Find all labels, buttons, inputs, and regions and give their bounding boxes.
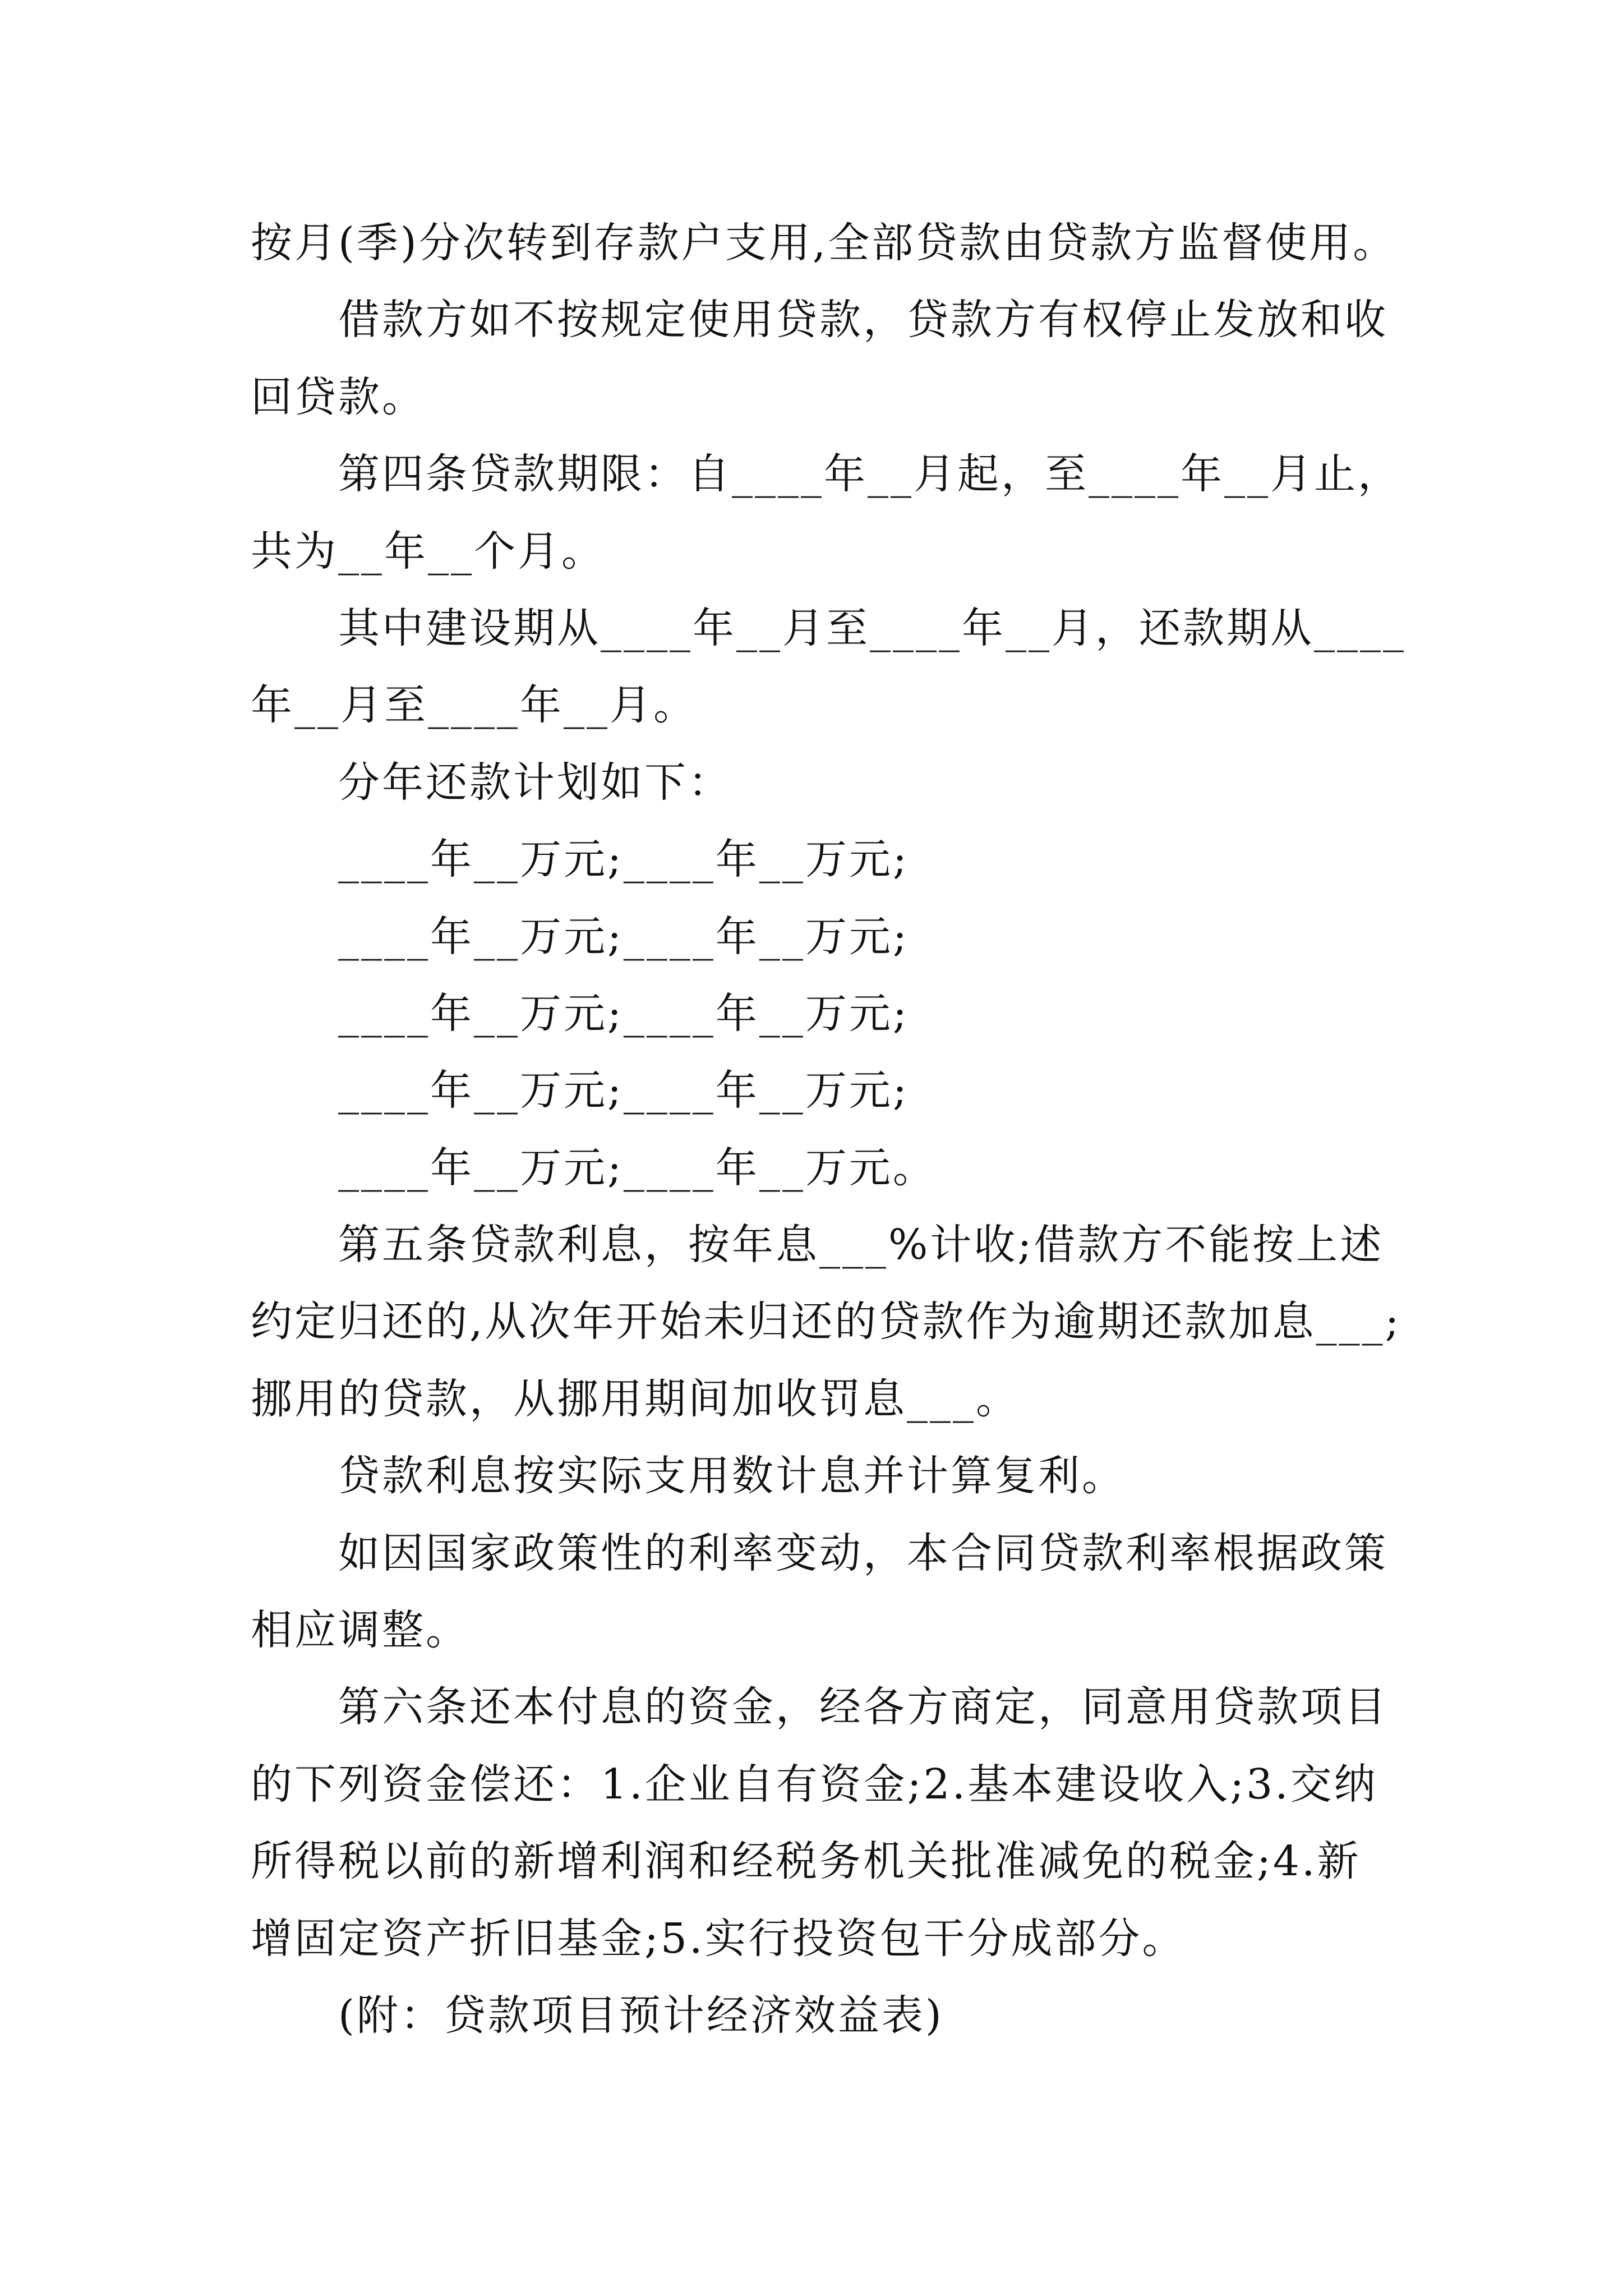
text-line: 第五条贷款利息，按年息___%计收;借款方不能按上述 <box>338 1221 1384 1269</box>
text-line: 第四条贷款期限：自____年__月起，至____年__月止， <box>338 450 1401 499</box>
text-line: 共为__年__个月。 <box>251 527 605 576</box>
text-line: 其中建设期从____年__月至____年__月，还款期从____ <box>338 604 1406 652</box>
text-line: 贷款利息按实际支用数计息并计算复利。 <box>338 1452 1126 1501</box>
text-line: 按月(季)分次转到存款户支用,全部贷款由贷款方监督使用。 <box>251 219 1397 267</box>
attachment-note: (附：贷款项目预计经济效益表) <box>338 1991 944 2040</box>
text-line: 第六条还本付息的资金，经各方商定，同意用贷款项目 <box>338 1683 1388 1732</box>
repayment-plan-line: ____年__万元;____年__万元; <box>338 912 909 961</box>
repayment-plan-line: ____年__万元;____年__万元。 <box>338 1143 937 1192</box>
text-line: 约定归还的,从次年开始未归还的贷款作为逾期还款加息___; <box>251 1297 1401 1346</box>
text-line: 年__月至____年__月。 <box>251 681 697 730</box>
text-line: 如因国家政策性的利率变动，本合同贷款利率根据政策 <box>338 1529 1388 1577</box>
text-line: 分年还款计划如下： <box>338 758 732 807</box>
text-line: 所得税以前的新增利润和经税务机关批准减免的税金;4.新 <box>251 1837 1361 1886</box>
repayment-plan-line: ____年__万元;____年__万元; <box>338 1066 909 1115</box>
repayment-plan-line: ____年__万元;____年__万元; <box>338 989 909 1038</box>
text-line: 回贷款。 <box>251 372 426 421</box>
document-body <box>251 205 1406 2054</box>
repayment-plan-line: ____年__万元;____年__万元; <box>338 835 909 884</box>
text-line: 增固定资产折旧基金;5.实行投资包干分成部分。 <box>251 1914 1186 1963</box>
text-line: 的下列资金偿还：1.企业自有资金;2.基本建设收入;3.交纳 <box>251 1760 1378 1809</box>
text-line: 相应调整。 <box>251 1606 469 1655</box>
text-line: 挪用的贷款，从挪用期间加收罚息___。 <box>251 1374 1020 1423</box>
text-line: 借款方如不按规定使用贷款，贷款方有权停止发放和收 <box>338 296 1388 344</box>
